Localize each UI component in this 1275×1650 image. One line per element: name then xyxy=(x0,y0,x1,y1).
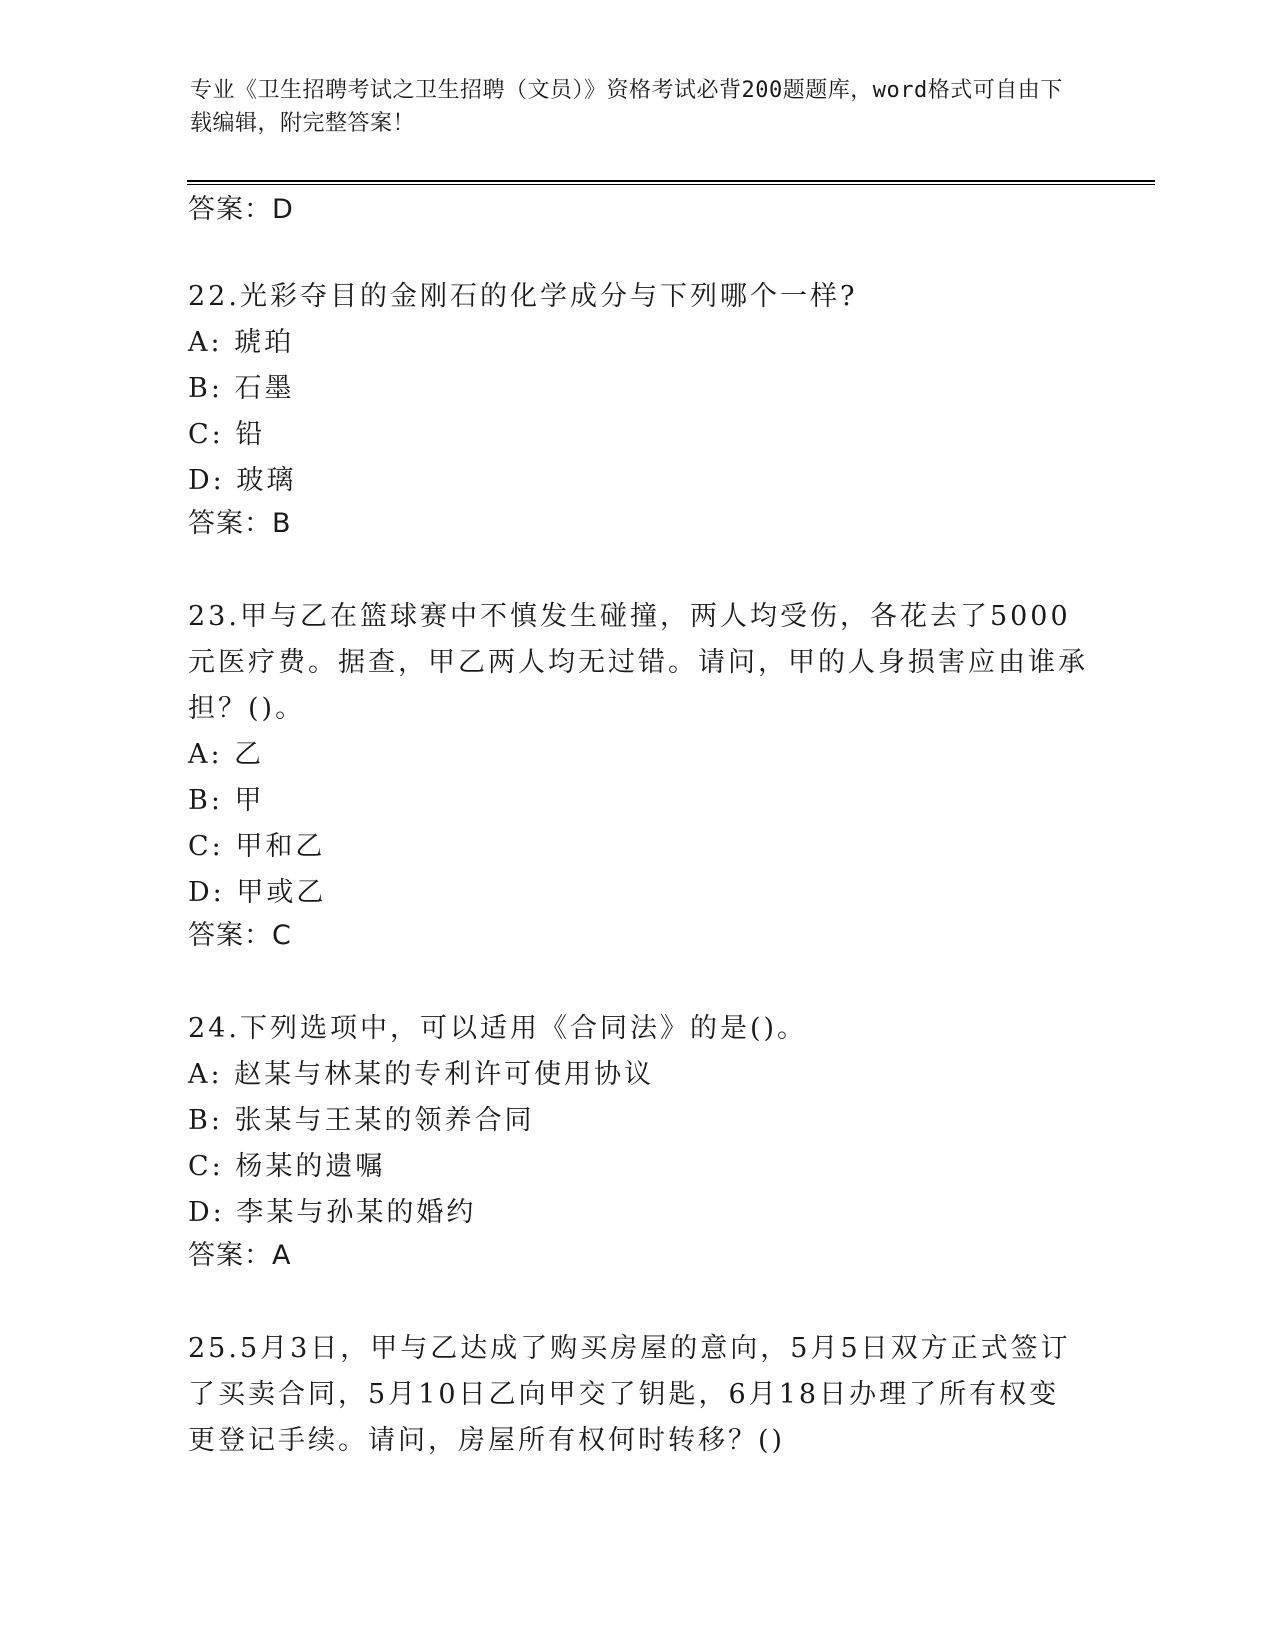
option-b: B: 张某与王某的领养合同 xyxy=(188,1105,535,1136)
header-rule-thick xyxy=(187,180,1155,182)
option-a: A: 乙 xyxy=(188,739,265,770)
option-c: C: 甲和乙 xyxy=(188,831,326,862)
option-c: C: 杨某的遗嘱 xyxy=(188,1151,386,1182)
question-block xyxy=(188,1326,1088,1464)
option-c: C: 铅 xyxy=(188,419,266,450)
header-rule-thin xyxy=(187,184,1155,185)
question-block xyxy=(188,594,1088,956)
option-a: A: 琥珀 xyxy=(188,327,295,358)
answer-line: 答案：A xyxy=(188,1240,292,1271)
answer-line: 答案：D xyxy=(188,194,294,225)
question-block xyxy=(188,274,1088,544)
question-block xyxy=(188,1006,1088,1276)
page-header: 专业《卫生招聘考试之卫生招聘（文员）》资格考试必背200题题库，word格式可自由下载编辑，附完整答案！ xyxy=(190,78,1063,136)
option-b: B: 甲 xyxy=(188,785,265,816)
question-text: 23.甲与乙在篮球赛中不慎发生碰撞，两人均受伤，各花去了5000元医疗费。据查，甲乙两人均无过错。请问，甲的人身损害应由谁承担？()。 xyxy=(188,601,1088,724)
option-d: D: 甲或乙 xyxy=(188,877,327,908)
question-text: 25.5月3日，甲与乙达成了购买房屋的意向，5月5日双方正式签订了买卖合同，5月10日乙向甲交了钥匙，6月18日办理了所有权变更登记手续。请问，房屋所有权何时转移？() xyxy=(188,1333,1071,1456)
option-a: A: 赵某与林某的专利许可使用协议 xyxy=(188,1059,655,1090)
option-d: D: 玻璃 xyxy=(188,465,297,496)
question-list xyxy=(188,190,1088,1464)
option-d: D: 李某与孙某的婚约 xyxy=(188,1197,477,1228)
question-text: 24.下列选项中，可以适用《合同法》的是()。 xyxy=(188,1013,808,1044)
question-text: 22.光彩夺目的金刚石的化学成分与下列哪个一样? xyxy=(188,281,858,312)
answer-line: 答案：C xyxy=(188,920,292,951)
option-b: B: 石墨 xyxy=(188,373,295,404)
answer-line: 答案：B xyxy=(188,508,292,539)
